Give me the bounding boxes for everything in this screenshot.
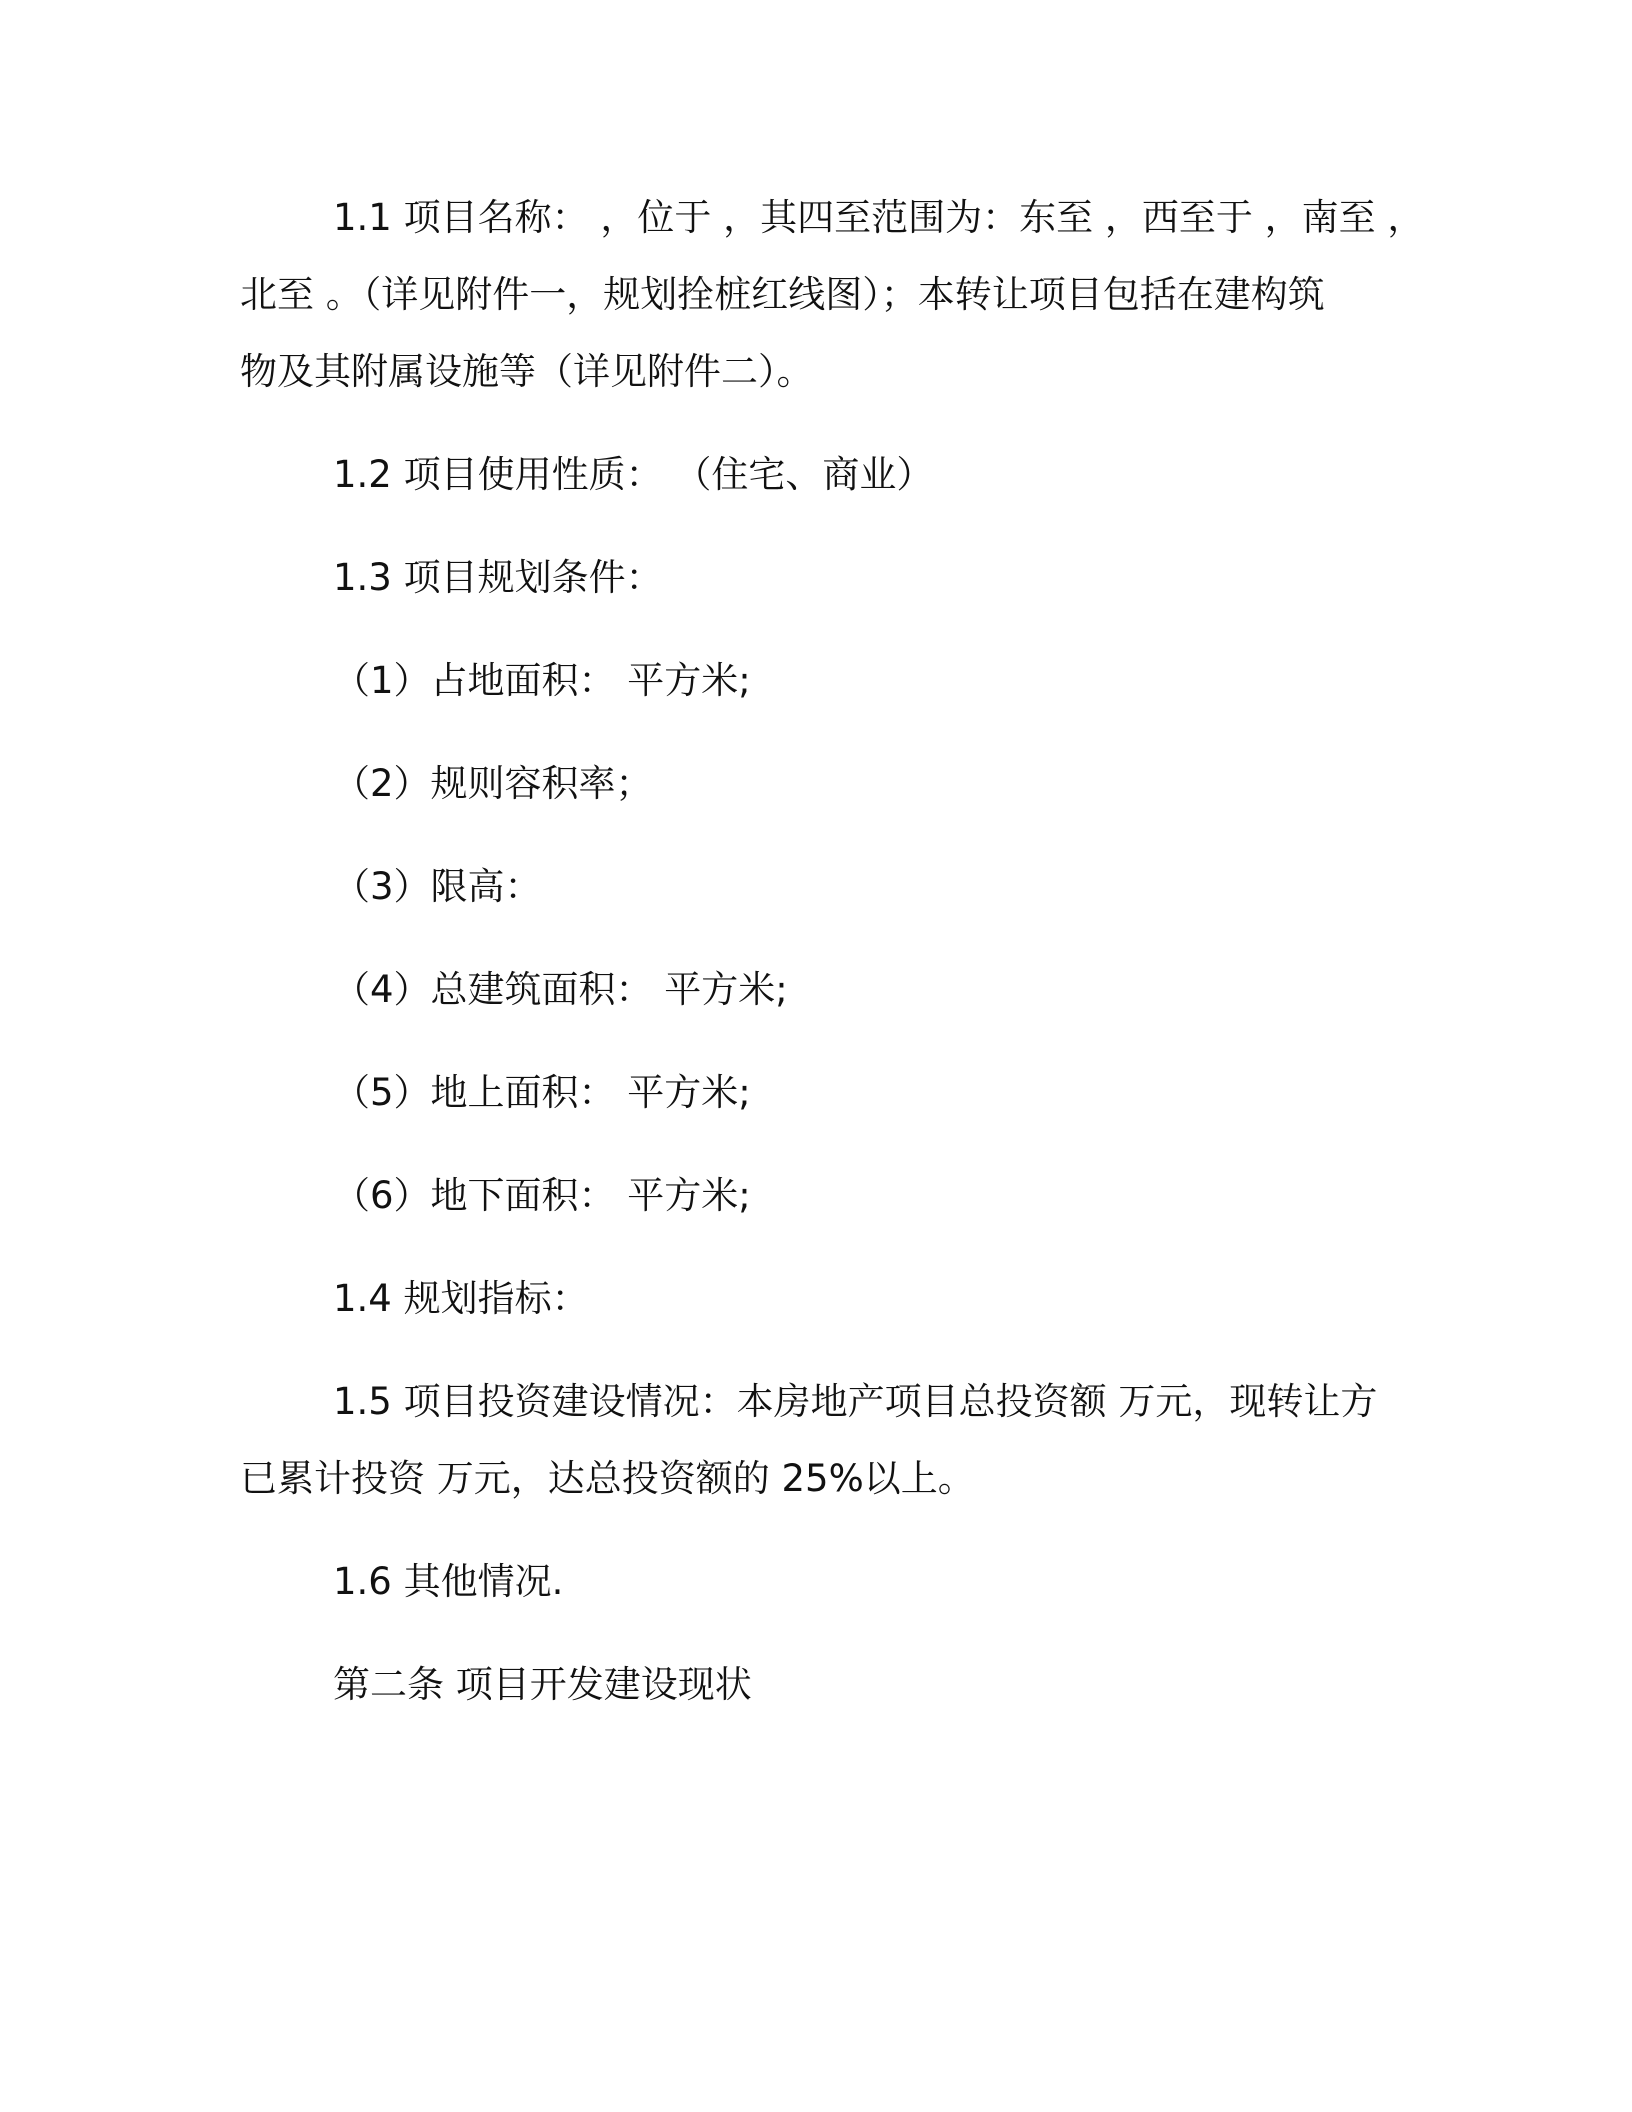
condition-item-5-line: （5）地上面积： 平方米; [333,1071,751,1114]
paragraph-1-4-line: 1.4 规划指标： [333,1277,589,1320]
paragraph-1-1 [240,179,1432,410]
condition-item-5 [240,1054,1432,1131]
paragraph-1-2-line: 1.2 项目使用性质： （住宅、商业） [333,453,934,496]
condition-item-2 [240,745,1432,822]
condition-item-3 [240,848,1432,925]
condition-item-4 [240,951,1432,1028]
article-2-heading [240,1646,1432,1723]
paragraph-1-3-line: 1.3 项目规划条件： [333,556,663,599]
paragraph-1-1-line-2: 北至 。（详见附件一，规划拴桩红线图）；本转让项目包括在建构筑 [240,273,1325,316]
condition-item-6-line: （6）地下面积： 平方米; [333,1174,751,1217]
paragraph-1-6-line: 1.6 其他情况. [333,1560,564,1603]
paragraph-1-2 [240,436,1432,513]
paragraph-1-3 [240,539,1432,616]
condition-item-1-line: （1）占地面积： 平方米; [333,659,751,702]
paragraph-1-5-line-1: 1.5 项目投资建设情况：本房地产项目总投资额 万元，现转让方 [333,1380,1378,1423]
condition-item-2-line: （2）规则容积率； [333,762,653,805]
condition-item-1 [240,642,1432,719]
paragraph-1-6 [240,1543,1432,1620]
paragraph-1-1-line-1: 1.1 项目名称： ，位于 ，其四至范围为：东至 ，西至于 ，南至 ， [333,196,1425,239]
condition-item-6 [240,1157,1432,1234]
paragraph-1-4 [240,1260,1432,1337]
paragraph-1-5-line-2: 已累计投资 万元，达总投资额的 25%以上。 [240,1457,975,1500]
paragraph-1-5 [240,1363,1432,1517]
condition-item-3-line: （3）限高： [333,865,542,908]
condition-item-4-line: （4）总建筑面积： 平方米; [333,968,788,1011]
article-2-heading-line: 第二条 项目开发建设现状 [333,1663,752,1706]
paragraph-1-1-line-3: 物及其附属设施等（详见附件二）。 [240,350,814,393]
